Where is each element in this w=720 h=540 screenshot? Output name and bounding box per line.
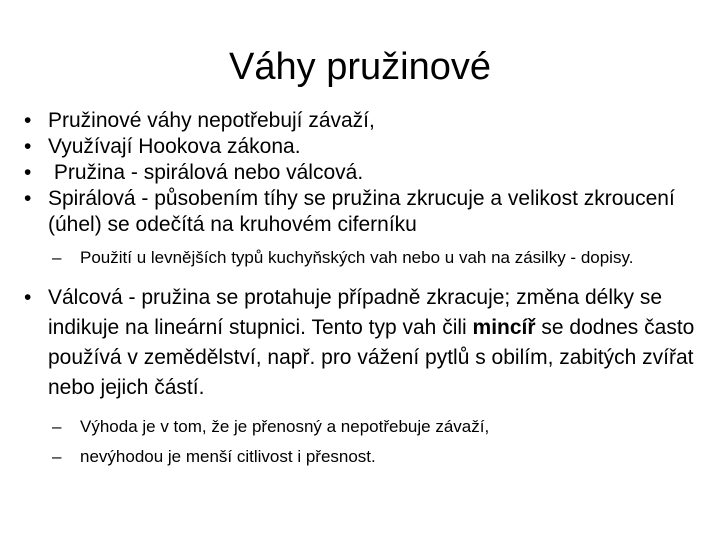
bullet-icon: • xyxy=(24,187,32,210)
bullet-icon: • xyxy=(24,135,32,158)
bullet-icon: • xyxy=(24,109,32,132)
bullet-text: Spirálová - působením tíhy se pružina zkrucuje a velikost zkroucení (úhel) se odečítá na kruhovém ciferníku xyxy=(48,187,675,236)
sub-item-spiral-usage xyxy=(22,246,702,269)
bullet-item-cylinder xyxy=(22,283,702,403)
bullet-text: Pružinové váhy nepotřebují závaží, xyxy=(48,109,375,132)
bullet-list xyxy=(22,108,702,238)
sub-item-text: Výhoda je v tom, že je přenosný a nepotřebuje závaží, xyxy=(80,417,490,436)
bullet-item-spiral xyxy=(22,186,702,238)
sub-list-spiral xyxy=(22,246,702,269)
dash-icon: – xyxy=(52,417,62,436)
cylinder-text-before: Válcová - pružina se protahuje případně zkracuje; změna délky se indikuje na lineární stupnici. Tento typ vah čili xyxy=(48,286,663,339)
sub-item-text: nevýhodou je menší citlivost i přesnost. xyxy=(80,447,376,466)
bullet-icon: • xyxy=(24,161,32,184)
dash-icon: – xyxy=(52,447,62,466)
sub-list-cylinder xyxy=(22,412,702,472)
slide-title: Váhy pružinové xyxy=(229,46,491,88)
bullet-text: Využívají Hookova zákona. xyxy=(48,135,301,158)
sub-item-disadvantage xyxy=(22,442,702,472)
bullet-item-spring-types xyxy=(22,160,702,186)
dash-icon: – xyxy=(52,248,62,267)
bullet-text: Pružina - spirálová nebo válcová. xyxy=(48,161,364,184)
bullet-icon: • xyxy=(24,286,32,309)
slide-content xyxy=(22,108,702,472)
bullet-list-cylinder xyxy=(22,283,702,403)
sub-item-text: Použití u levnějších typů kuchyňských vah nebo u vah na zásilky - dopisy. xyxy=(80,248,634,267)
bullet-item-hooke xyxy=(22,134,702,160)
cylinder-text-after: se dodnes často používá v zemědělství, např. pro vážení pytlů s obilím, zabitých zvířat nebo jejich částí. xyxy=(48,316,695,399)
cylinder-text-bold: mincíř xyxy=(472,316,536,339)
bullet-item-no-weights xyxy=(22,108,702,134)
sub-item-advantage xyxy=(22,412,702,442)
